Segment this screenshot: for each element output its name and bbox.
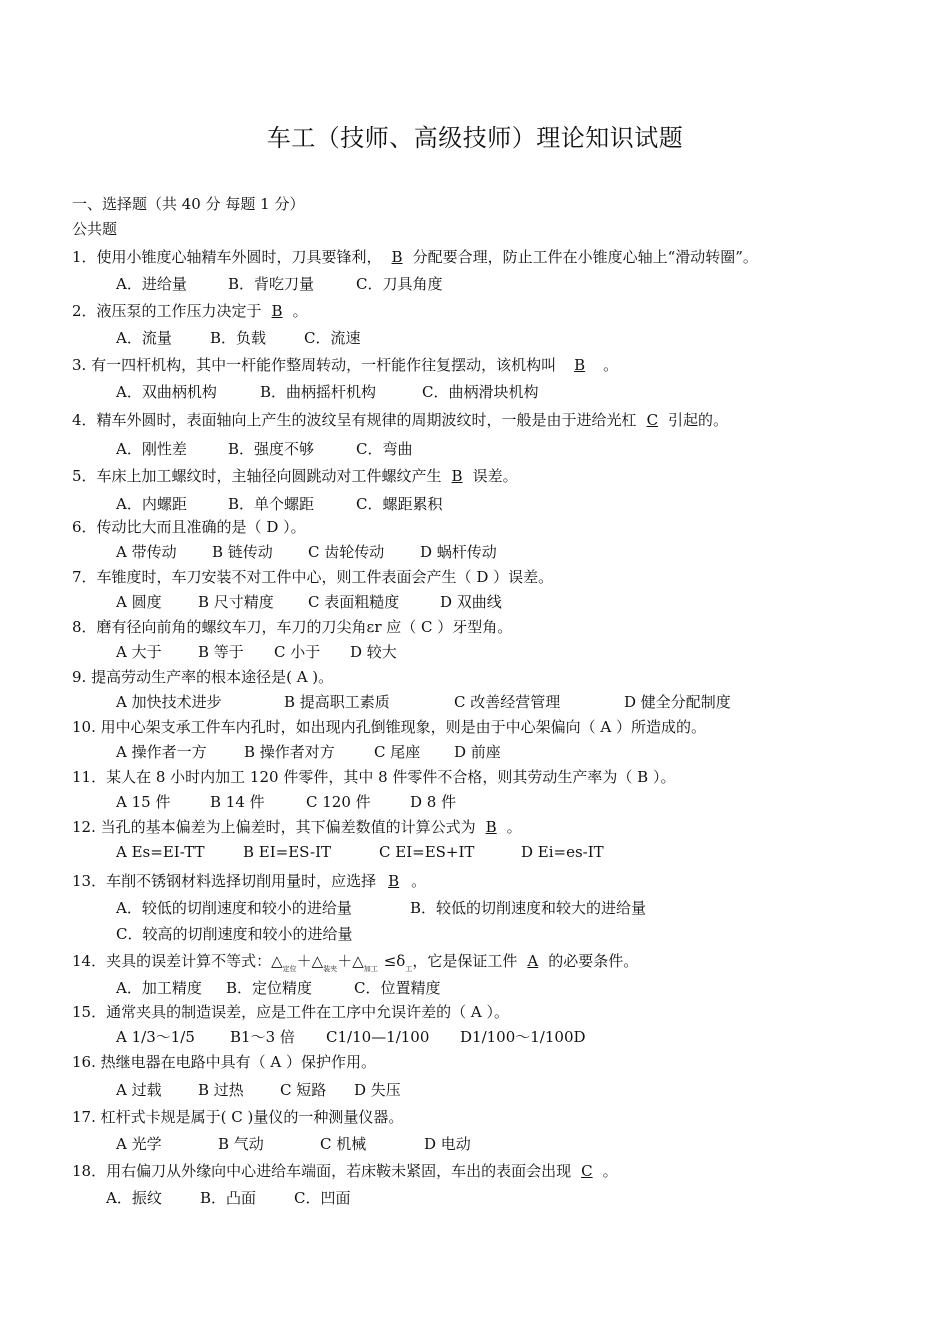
question-7: 7．车锥度时，车刀安装不对工件中心，则工件表面会产生（ D ）误差。 [72,568,554,586]
question-8-options: A 大于 B 等于 C 小于 D 较大 [116,643,397,661]
subsection-heading: 公共题 [72,220,118,238]
answer-blank: C [646,411,659,429]
question-17: 17. 杠杆式卡规是属于( C )量仪的一种测量仪器。 [72,1108,404,1126]
answer-blank: B [391,248,403,266]
question-2-options: A．流量 B．负载 C．流速 [116,329,361,347]
question-17-options: A 光学 B 气动 C 机械 D 电动 [116,1135,471,1153]
question-14: 14．夹具的误差计算不等式：$\triangle_{定位}+\triangle_{装夹}+\triangle_{加工} \le\delta_工$，它是保证工件 A 的必要条件。 [72,952,639,973]
question-13-option-c: C．较高的切削速度和较小的进给量 [116,925,353,943]
question-13: 13．车削不锈钢材料选择切削用量时，应选择 B 。 [72,872,427,890]
question-12-options: A Es=EI-TT B EI=ES-IT C EI=ES+IT D Ei=es-IT [116,843,604,861]
question-3-options: A．双曲柄机构 B．曲柄摇杆机构 C．曲柄滑块机构 [116,383,539,401]
question-1-options: A．进给量 B．背吃刀量 C．刀具角度 [116,275,443,293]
answer-blank: B [271,302,283,320]
answer-blank: B [485,818,497,836]
question-13-options: A．较低的切削速度和较小的进给量 B．较低的切削速度和较大的进给量 [116,899,647,917]
question-9-options: A 加快技术进步 B 提高职工素质 C 改善经营管理 D 健全分配制度 [116,693,731,711]
question-16: 16. 热继电器在电路中具有（ A ）保护作用。 [72,1053,376,1071]
question-11-options: A 15 件 B 14 件 C 120 件 D 8 件 [116,793,457,811]
question-18-options: A．振纹 B．凸面 C．凹面 [106,1189,351,1207]
answer-blank: C [581,1162,593,1180]
answer-blank: B [451,467,463,485]
question-8: 8．磨有径向前角的螺纹车刀，车刀的刀尖角εr 应（ C ）牙型角。 [72,618,513,636]
question-9: 9. 提高劳动生产率的根本途径是( A )。 [72,668,334,686]
question-5: 5．车床上加工螺纹时，主轴径向圆跳动对工件螺纹产生 B 误差。 [72,467,518,485]
question-10: 10. 用中心架支承工件车内孔时，如出现内孔倒锥现象，则是由于中心架偏向（ A ）所造成的。 [72,718,706,736]
question-15: 15．通常夹具的制造误差，应是工件在工序中允误许差的（ A ）。 [72,1003,509,1021]
question-16-options: A 过载 B 过热 C 短路 D 失压 [116,1081,401,1099]
question-4-options: A．刚性差 B．强度不够 C．弯曲 [116,440,413,458]
question-7-options: A 圆度 B 尺寸精度 C 表面粗糙度 D 双曲线 [116,593,502,611]
question-15-options: A 1/3～1/5 B1～3 倍 C1/10—1/100 D1/100～1/100D [116,1028,586,1046]
question-3: 3. 有一四杆机构，其中一杆能作整周转动，一杆能作往复摆动，该机构叫 B 。 [72,356,619,374]
question-2: 2．液压泵的工作压力决定于 B 。 [72,302,308,320]
question-12: 12. 当孔的基本偏差为上偏差时，其下偏差数值的计算公式为 B 。 [72,818,522,836]
answer-blank: B [388,872,400,890]
question-6-options: A 带传动 B 链传动 C 齿轮传动 D 蜗杆传动 [116,543,497,561]
answer-blank: B [574,356,586,374]
question-5-options: A．内螺距 B．单个螺距 C．螺距累积 [116,495,443,513]
question-18: 18．用右偏刀从外缘向中心进给车端面，若床鞍未紧固，车出的表面会出现 C 。 [72,1162,618,1180]
section-heading: 一、选择题（共 40 分 每题 1 分） [72,195,305,213]
question-1: 1．使用小锥度心轴精车外圆时，刀具要锋利， B 分配要合理，防止工件在小锥度心轴上“滑动转圈”。 [72,248,758,266]
answer-blank: A [527,952,539,970]
question-4: 4．精车外圆时，表面轴向上产生的波纹呈有规律的周期波纹时，一般是由于进给光杠 C 引起的。 [72,411,729,429]
question-11: 11．某人在 8 小时内加工 120 件零件，其中 8 件零件不合格，则其劳动生产率为（ B ）。 [72,768,676,786]
document-title: 车工（技师、高级技师）理论知识试题 [266,124,684,152]
question-10-options: A 操作者一方 B 操作者对方 C 尾座 D 前座 [116,743,501,761]
question-6: 6．传动比大而且准确的是（ D ）。 [72,518,306,536]
question-14-options: A．加工精度 B．定位精度 C．位置精度 [116,979,441,997]
